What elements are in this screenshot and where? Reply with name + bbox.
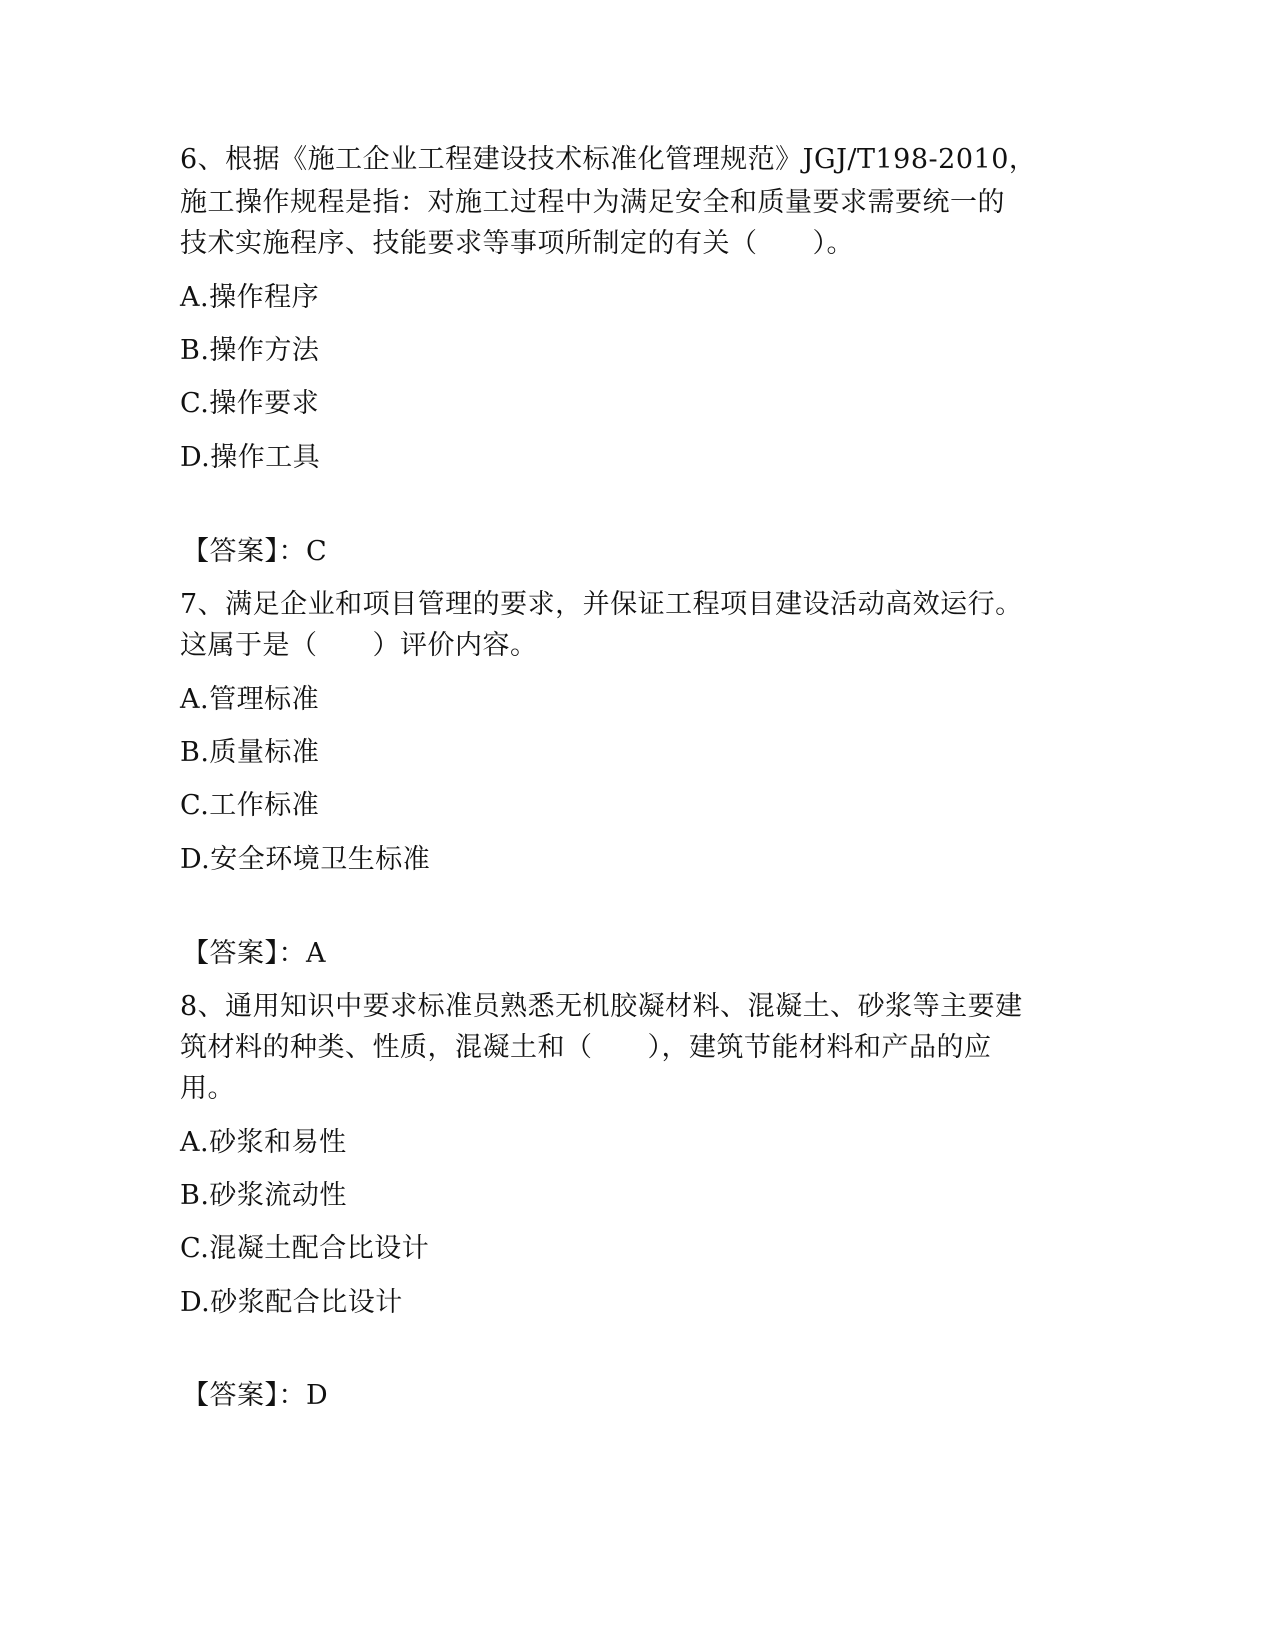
question-stem-line: 7、满足企业和项目管理的要求，并保证工程项目建设活动高效运行。 (180, 589, 1023, 620)
option-c: C.操作要求 (180, 388, 320, 419)
question-stem-line: 施工操作规程是指：对施工过程中为满足安全和质量要求需要统一的 (180, 187, 1005, 218)
option-c: C.工作标准 (180, 790, 320, 821)
option-b: B.砂浆流动性 (180, 1180, 347, 1211)
question-stem-line: 技术实施程序、技能要求等事项所制定的有关（ ）。 (180, 228, 854, 259)
option-b: B.质量标准 (180, 737, 320, 768)
question-stem-line: 筑材料的种类、性质，混凝土和（ ），建筑节能材料和产品的应 (180, 1032, 992, 1063)
option-d: D.操作工具 (180, 442, 321, 473)
option-c: C.混凝土配合比设计 (180, 1233, 430, 1264)
answer-label: 【答案】：D (182, 1380, 329, 1411)
question-stem-line: 用。 (180, 1073, 235, 1104)
question-stem-line: 8、通用知识中要求标准员熟悉无机胶凝材料、混凝土、砂浆等主要建 (180, 991, 1023, 1022)
option-a: A.操作程序 (180, 282, 320, 313)
option-b: B.操作方法 (180, 335, 320, 366)
question-stem-line: 这属于是（ ）评价内容。 (180, 630, 538, 661)
answer-label: 【答案】：C (182, 536, 328, 567)
answer-label: 【答案】：A (182, 938, 326, 969)
option-a: A.管理标准 (180, 684, 320, 715)
option-d: D.砂浆配合比设计 (180, 1287, 403, 1318)
option-d: D.安全环境卫生标准 (180, 844, 431, 875)
question-stem-line: 6、根据《施工企业工程建设技术标准化管理规范》JGJ/T198-2010， (180, 144, 1037, 175)
option-a: A.砂浆和易性 (180, 1127, 347, 1158)
